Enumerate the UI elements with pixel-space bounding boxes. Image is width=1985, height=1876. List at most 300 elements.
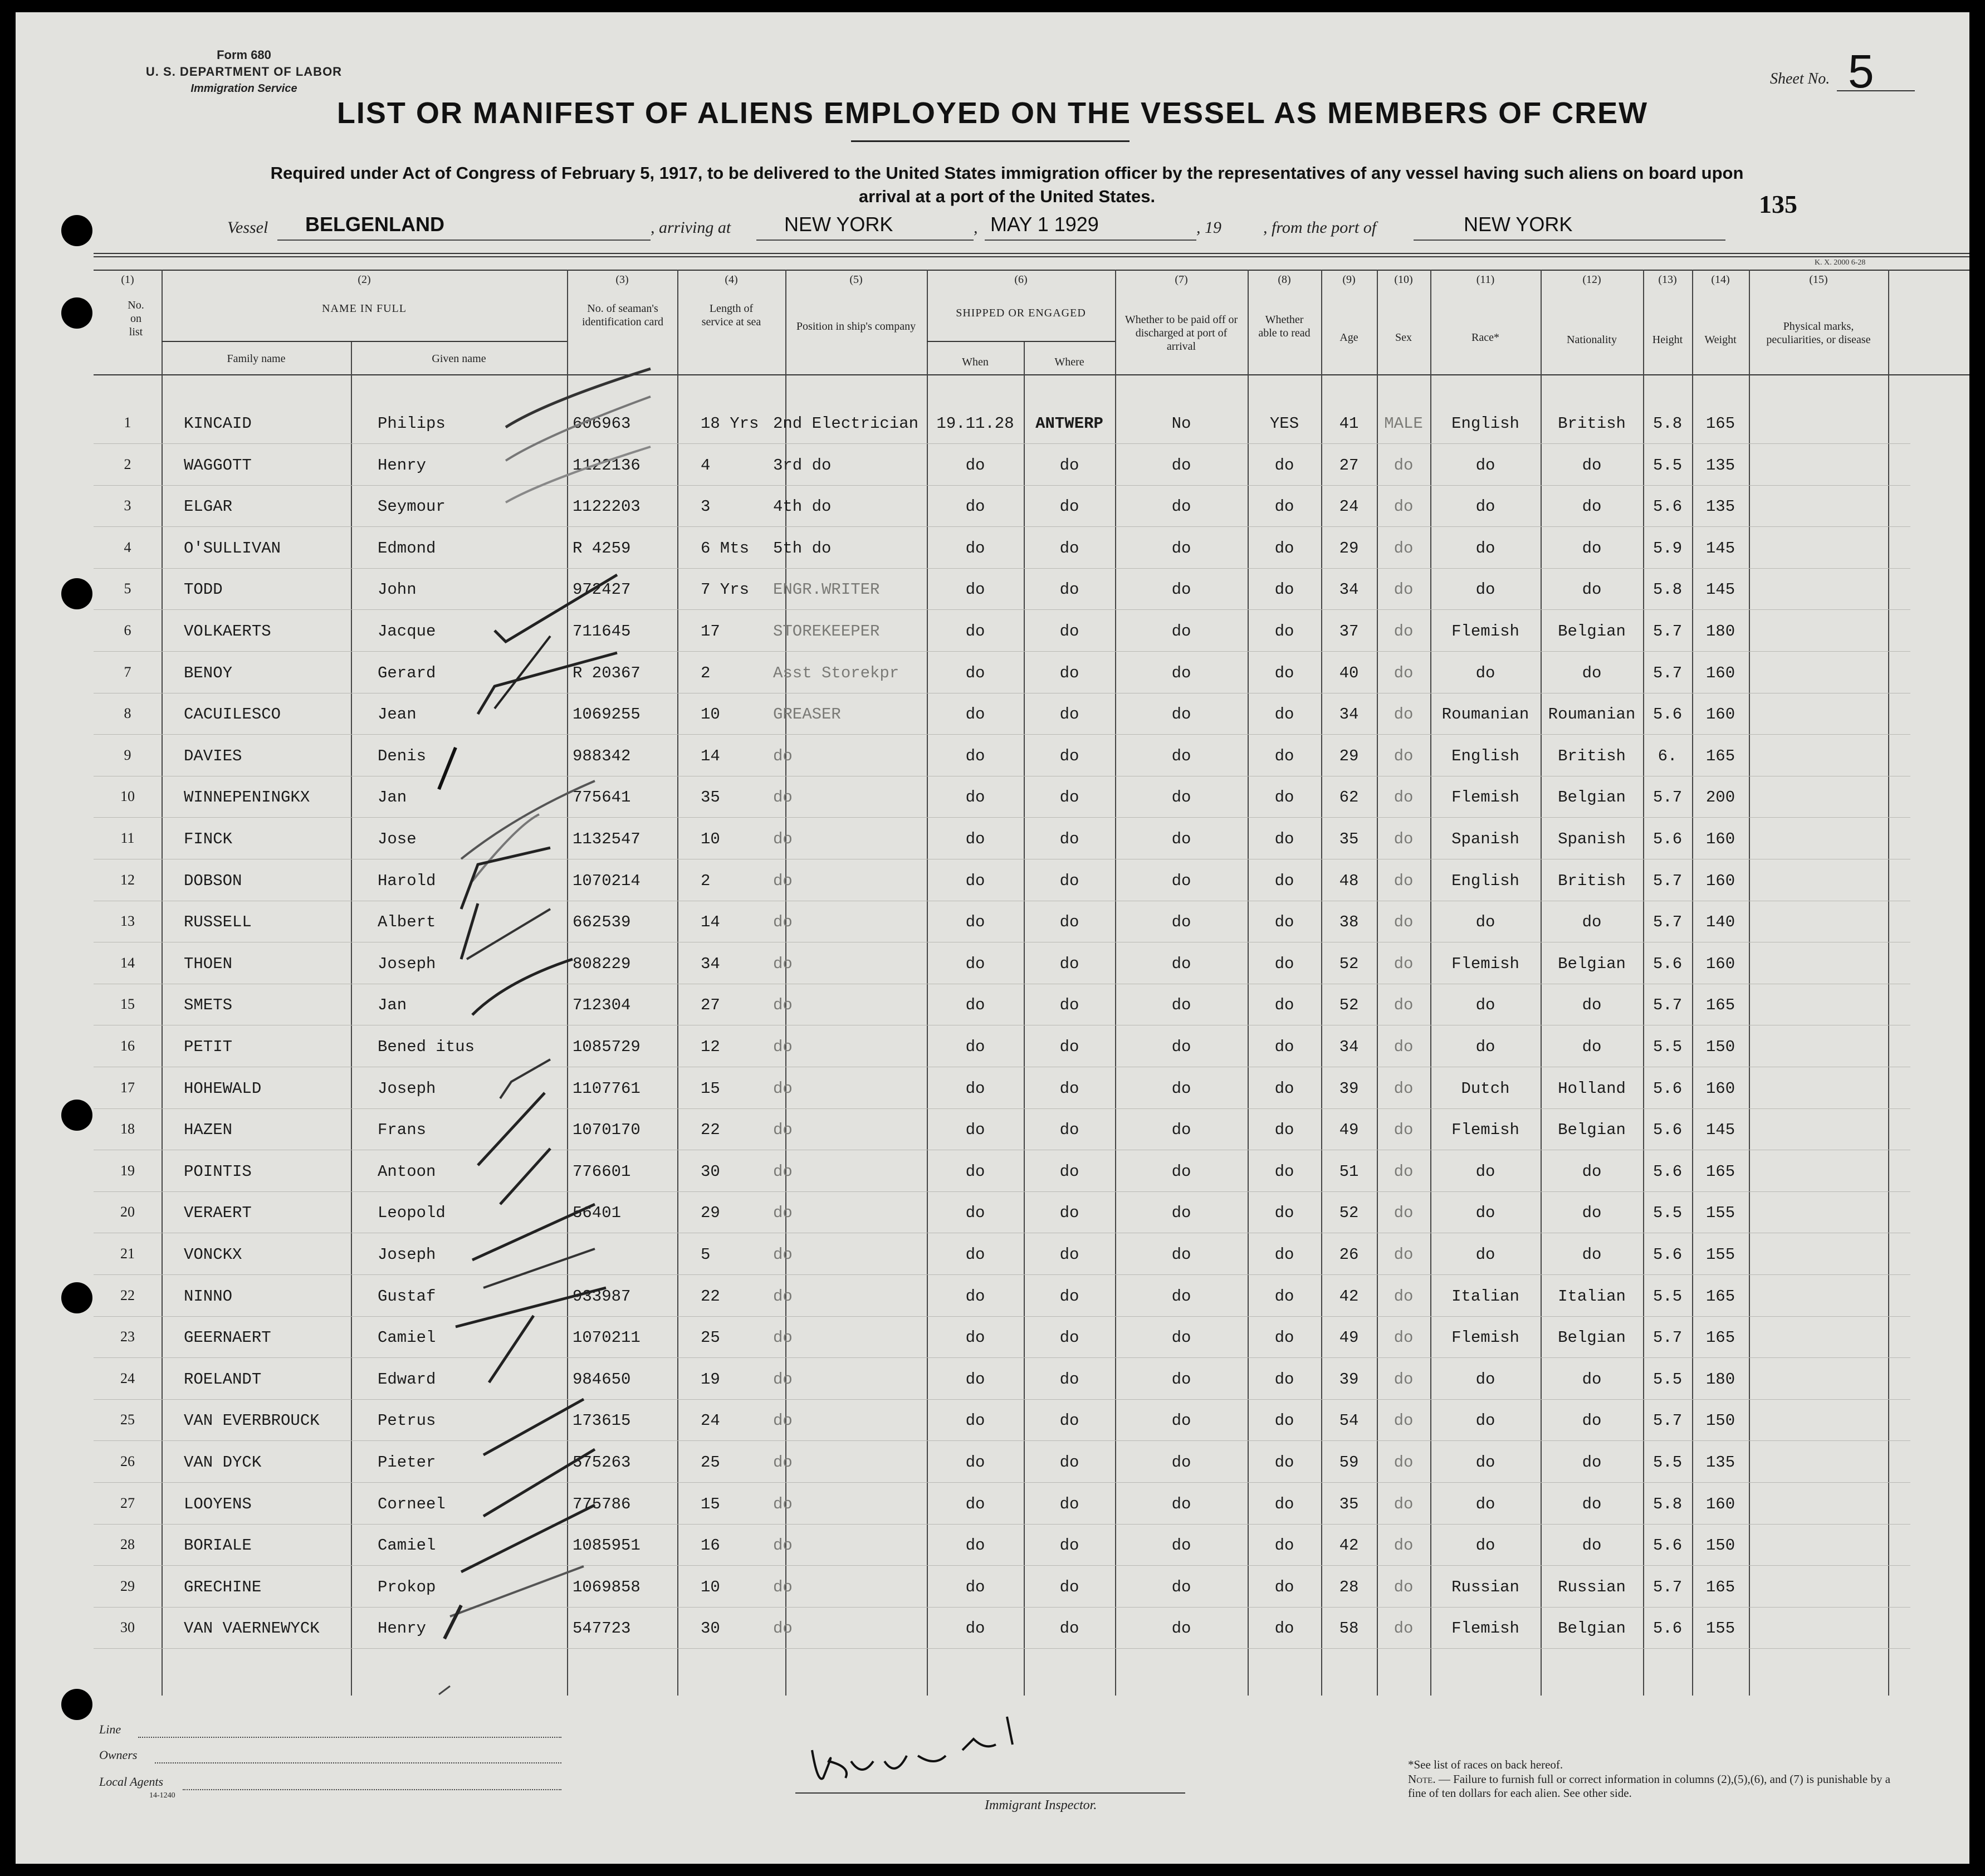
vessel-label: Vessel: [227, 218, 268, 237]
cell-race: do: [1475, 456, 1495, 475]
cell-age: 39: [1339, 1370, 1359, 1389]
cell-weight: 150: [1705, 1038, 1735, 1056]
cell-paid: do: [1171, 1370, 1191, 1389]
cell-weight: 160: [1705, 954, 1735, 973]
cell-when: do: [965, 996, 985, 1015]
cell-nat: Holland: [1558, 1079, 1626, 1098]
cell-when: do: [965, 1162, 985, 1181]
cell-no: 3: [124, 497, 131, 514]
cell-read: do: [1274, 1162, 1294, 1181]
check-mark: [489, 1316, 534, 1382]
cell-length: 15: [701, 1494, 720, 1513]
col-num-6: (6): [1014, 273, 1028, 286]
cell-age: 29: [1339, 539, 1359, 558]
cell-sex: do: [1394, 1577, 1414, 1596]
cell-given: Jacque: [378, 622, 436, 641]
cell-card: 775786: [573, 1494, 631, 1513]
cell-height: 5.7: [1652, 913, 1683, 932]
cell-family: THOEN: [184, 954, 233, 973]
cell-length: 25: [701, 1328, 720, 1347]
cell-when: do: [965, 913, 985, 932]
cell-family: ROELANDT: [184, 1370, 262, 1389]
cell-height: 5.6: [1652, 705, 1683, 724]
cell-card: 173615: [573, 1411, 631, 1430]
note-label: Note.: [1408, 1772, 1436, 1786]
cell-read: do: [1274, 1121, 1294, 1140]
cell-paid: do: [1171, 996, 1191, 1015]
cell-family: DOBSON: [184, 871, 242, 890]
footer-line-label: Line: [99, 1722, 121, 1736]
cell-sex: do: [1394, 954, 1414, 973]
cell-given: Prokop: [378, 1577, 436, 1596]
cell-where: do: [1059, 456, 1079, 475]
cell-sex: MALE: [1384, 414, 1423, 433]
cell-height: 5.5: [1652, 1038, 1683, 1056]
cell-given: Albert: [378, 913, 436, 932]
footer-line-rule: [138, 1737, 561, 1738]
cell-where: do: [1059, 913, 1079, 932]
cell-position: 4th do: [773, 497, 832, 516]
cell-age: 35: [1339, 830, 1359, 848]
cell-race: do: [1475, 913, 1495, 932]
cell-paid: do: [1171, 1453, 1191, 1472]
cell-when: do: [965, 456, 985, 475]
cell-read: do: [1274, 1453, 1294, 1472]
cell-given: Denis: [378, 746, 427, 765]
cell-weight: 135: [1705, 1453, 1735, 1472]
cell-family: HAZEN: [184, 1121, 233, 1140]
cell-paid: do: [1171, 1079, 1191, 1098]
cell-read: do: [1274, 1494, 1294, 1513]
cell-family: VOLKAERTS: [184, 622, 271, 641]
cell-nat: do: [1582, 456, 1602, 475]
cell-length: 2: [701, 871, 711, 890]
cell-weight: 165: [1705, 1287, 1735, 1306]
cell-when: do: [965, 1536, 985, 1555]
cell-height: 5.5: [1652, 456, 1683, 475]
arrival-date: MAY 1 1929: [990, 213, 1099, 236]
col-num-13: (13): [1658, 273, 1677, 286]
cell-card: 1070211: [573, 1328, 641, 1347]
cell-where: do: [1059, 996, 1079, 1015]
cell-when: do: [965, 622, 985, 641]
cell-race: Flemish: [1451, 1328, 1519, 1347]
cell-where: do: [1059, 705, 1079, 724]
cell-sex: do: [1394, 622, 1414, 641]
cell-paid: do: [1171, 1577, 1191, 1596]
cell-card: 1085729: [573, 1038, 641, 1056]
col-num-1: (1): [121, 273, 134, 286]
cell-card: 575263: [573, 1453, 631, 1472]
cell-family: RUSSELL: [184, 913, 252, 932]
cell-where: do: [1059, 1328, 1079, 1347]
cell-height: 5.6: [1652, 497, 1683, 516]
cell-when: do: [965, 1619, 985, 1638]
cell-height: 5.6: [1652, 1619, 1683, 1638]
cell-no: 2: [124, 456, 131, 472]
cell-age: 59: [1339, 1453, 1359, 1472]
cell-paid: No: [1171, 414, 1191, 433]
cell-paid: do: [1171, 622, 1191, 641]
cell-card: 547723: [573, 1619, 631, 1638]
cell-no: 25: [120, 1411, 135, 1428]
cell-given: Henry: [378, 1619, 427, 1638]
cell-family: TODD: [184, 580, 223, 599]
cell-age: 27: [1339, 456, 1359, 475]
cell-paid: do: [1171, 1619, 1191, 1638]
cell-weight: 160: [1705, 663, 1735, 682]
col-sex: Sex: [1395, 331, 1412, 344]
col-num-8: (8): [1278, 273, 1291, 286]
cell-length: 18 Yrs: [701, 414, 759, 433]
cell-card: 1122136: [573, 456, 641, 475]
cell-length: 16: [701, 1536, 720, 1555]
cell-height: 5.7: [1652, 622, 1683, 641]
cell-position: do: [773, 1079, 793, 1098]
cell-no: 6: [124, 622, 131, 638]
cell-given: Corneel: [378, 1494, 446, 1513]
cell-when: do: [965, 1038, 985, 1056]
cell-paid: do: [1171, 746, 1191, 765]
cell-length: 30: [701, 1162, 720, 1181]
cell-weight: 165: [1705, 1328, 1735, 1347]
cell-nat: Roumanian: [1548, 705, 1636, 724]
cell-no: 16: [120, 1038, 135, 1054]
cell-given: Joseph: [378, 1079, 436, 1098]
cell-paid: do: [1171, 1038, 1191, 1056]
form-number: Form 680: [217, 48, 271, 62]
col-when: When: [962, 356, 989, 368]
cell-read: do: [1274, 663, 1294, 682]
manifest-sheet: [16, 12, 1969, 1864]
check-mark: [506, 397, 651, 461]
inspector-check-marks: [16, 12, 1969, 1864]
inspector-signature-line: [795, 1792, 1185, 1794]
cell-height: 5.6: [1652, 1536, 1683, 1555]
cell-given: John: [378, 580, 417, 599]
cell-card: 1107761: [573, 1079, 641, 1098]
footer-agents-label: Local Agents: [99, 1775, 164, 1789]
cell-nat: Belgian: [1558, 1328, 1626, 1347]
check-mark: [467, 909, 550, 959]
cell-no: 7: [124, 663, 131, 680]
cell-card: 712304: [573, 996, 631, 1015]
cell-length: 19: [701, 1370, 720, 1389]
cell-no: 15: [120, 996, 135, 1013]
vessel-name: BELGENLAND: [305, 213, 444, 236]
cell-sex: do: [1394, 788, 1414, 807]
cell-age: 52: [1339, 954, 1359, 973]
cell-weight: 165: [1705, 1162, 1735, 1181]
cell-position: do: [773, 1577, 793, 1596]
cell-nat: do: [1582, 1536, 1602, 1555]
check-mark: [483, 1399, 584, 1455]
cell-age: 39: [1339, 1079, 1359, 1098]
cell-card: 1122203: [573, 497, 641, 516]
cell-paid: do: [1171, 1121, 1191, 1140]
cell-sex: do: [1394, 539, 1414, 558]
cell-weight: 165: [1705, 996, 1735, 1015]
cell-length: 22: [701, 1287, 720, 1306]
cell-no: 21: [120, 1245, 135, 1262]
cell-length: 30: [701, 1619, 720, 1638]
cell-height: 5.6: [1652, 1121, 1683, 1140]
cell-given: Henry: [378, 456, 427, 475]
cell-nat: do: [1582, 1370, 1602, 1389]
cell-position: do: [773, 1287, 793, 1306]
col-shipped-engaged: SHIPPED OR ENGAGED: [956, 307, 1086, 319]
cell-family: FINCK: [184, 830, 233, 848]
cell-sex: do: [1394, 663, 1414, 682]
arriving-label: , arriving at: [651, 218, 731, 237]
cell-read: do: [1274, 1370, 1294, 1389]
cell-race: do: [1475, 1494, 1495, 1513]
cell-sex: do: [1394, 456, 1414, 475]
cell-family: O'SULLIVAN: [184, 539, 281, 558]
cell-no: 30: [120, 1619, 135, 1636]
cell-given: Joseph: [378, 954, 436, 973]
cell-when: do: [965, 1411, 985, 1430]
inspector-label: Immigrant Inspector.: [985, 1798, 1097, 1813]
cell-nat: Belgian: [1558, 1619, 1626, 1638]
cell-where: do: [1059, 580, 1079, 599]
cell-nat: do: [1582, 1162, 1602, 1181]
cell-read: do: [1274, 1328, 1294, 1347]
cell-position: do: [773, 788, 793, 807]
check-mark: [472, 1204, 595, 1260]
col-height: Height: [1652, 334, 1683, 346]
cell-race: Flemish: [1451, 1619, 1519, 1638]
cell-race: Roumanian: [1441, 705, 1529, 724]
cell-where: do: [1059, 954, 1079, 973]
cell-height: 5.7: [1652, 871, 1683, 890]
cell-where: do: [1059, 1204, 1079, 1223]
cell-no: 18: [120, 1121, 135, 1137]
cell-paid: do: [1171, 830, 1191, 848]
cell-length: 4: [701, 456, 711, 475]
cell-where: do: [1059, 539, 1079, 558]
cell-paid: do: [1171, 1245, 1191, 1264]
cell-age: 42: [1339, 1287, 1359, 1306]
cell-weight: 150: [1705, 1536, 1735, 1555]
cell-card: R 20367: [573, 663, 641, 682]
cell-race: do: [1475, 539, 1495, 558]
cell-given: Leopold: [378, 1204, 446, 1223]
cell-length: 12: [701, 1038, 720, 1056]
cell-when: do: [965, 1453, 985, 1472]
cell-no: 26: [120, 1453, 135, 1469]
cell-age: 52: [1339, 1204, 1359, 1223]
cell-read: do: [1274, 788, 1294, 807]
cell-sex: do: [1394, 1245, 1414, 1264]
cell-race: Spanish: [1451, 830, 1519, 848]
cell-race: do: [1475, 1162, 1495, 1181]
cell-read: do: [1274, 954, 1294, 973]
cell-position: do: [773, 1204, 793, 1223]
cell-card: 808229: [573, 954, 631, 973]
cell-age: 24: [1339, 497, 1359, 516]
cell-race: Dutch: [1461, 1079, 1510, 1098]
cell-nat: do: [1582, 539, 1602, 558]
check-mark: [472, 959, 573, 1015]
cell-sex: do: [1394, 1162, 1414, 1181]
check-mark: [461, 1505, 595, 1572]
cell-no: 27: [120, 1494, 135, 1511]
cell-height: 5.5: [1652, 1287, 1683, 1306]
cell-sex: do: [1394, 1619, 1414, 1638]
cell-age: 34: [1339, 1038, 1359, 1056]
col-num-3: (3): [615, 273, 629, 286]
cell-read: do: [1274, 1079, 1294, 1098]
cell-card: 988342: [573, 746, 631, 765]
col-num-4: (4): [725, 273, 738, 286]
cell-length: 35: [701, 788, 720, 807]
cell-when: do: [965, 788, 985, 807]
cell-age: 29: [1339, 746, 1359, 765]
cell-sex: do: [1394, 746, 1414, 765]
cell-given: Edmond: [378, 539, 436, 558]
cell-weight: 200: [1705, 788, 1735, 807]
cell-length: 22: [701, 1121, 720, 1140]
cell-height: 5.5: [1652, 1204, 1683, 1223]
cell-family: WAGGOTT: [184, 456, 252, 475]
cell-when: do: [965, 746, 985, 765]
col-id-card: No. of seaman's identification card: [581, 302, 664, 328]
cell-length: 34: [701, 954, 720, 973]
col-position: Position in ship's company: [796, 320, 916, 333]
cell-height: 5.7: [1652, 1577, 1683, 1596]
cell-weight: 145: [1705, 580, 1735, 599]
cell-race: Russian: [1451, 1577, 1519, 1596]
from-label: , from the port of: [1263, 218, 1377, 237]
cell-height: 5.7: [1652, 996, 1683, 1015]
cell-height: 5.8: [1652, 414, 1683, 433]
cell-paid: do: [1171, 1162, 1191, 1181]
cell-given: Edward: [378, 1370, 436, 1389]
cell-height: 5.6: [1652, 830, 1683, 848]
cell-family: BENOY: [184, 663, 233, 682]
cell-when: do: [965, 1328, 985, 1347]
cell-when: do: [965, 1245, 985, 1264]
cell-weight: 165: [1705, 414, 1735, 433]
cell-weight: 145: [1705, 539, 1735, 558]
check-mark: [500, 1149, 550, 1204]
cell-height: 5.8: [1652, 1494, 1683, 1513]
page-title: LIST OR MANIFEST OF ALIENS EMPLOYED ON THE VESSEL AS MEMBERS OF CREW: [336, 96, 1649, 130]
cell-nat: do: [1582, 913, 1602, 932]
cell-no: 1: [124, 414, 131, 431]
cell-length: 25: [701, 1453, 720, 1472]
cell-sex: do: [1394, 1038, 1414, 1056]
cell-no: 20: [120, 1204, 135, 1220]
cell-nat: do: [1582, 1411, 1602, 1430]
cell-position: 2nd Electrician: [773, 414, 919, 433]
cell-nat: do: [1582, 1494, 1602, 1513]
cell-paid: do: [1171, 1494, 1191, 1513]
cell-sex: do: [1394, 580, 1414, 599]
col-num-14: (14): [1711, 273, 1730, 286]
cell-length: 2: [701, 663, 711, 682]
cell-age: 40: [1339, 663, 1359, 682]
footer-small-code: 14-1240: [149, 1791, 175, 1800]
cell-when: do: [965, 1204, 985, 1223]
cell-age: 58: [1339, 1619, 1359, 1638]
cell-weight: 155: [1705, 1619, 1735, 1638]
from-port: NEW YORK: [1464, 213, 1573, 236]
cell-sex: do: [1394, 1536, 1414, 1555]
cell-card: 56401: [573, 1204, 622, 1223]
col-race: Race*: [1471, 331, 1499, 344]
cell-length: 7 Yrs: [701, 580, 750, 599]
form-code: K. X. 2000 6-28: [1815, 258, 1866, 267]
cell-given: Jean: [378, 705, 417, 724]
col-physical-marks: Physical marks, peculiarities, or disease: [1766, 320, 1871, 346]
cell-read: do: [1274, 1038, 1294, 1056]
col-where: Where: [1054, 356, 1084, 368]
cell-where: do: [1059, 1619, 1079, 1638]
cell-position: do: [773, 1370, 793, 1389]
cell-race: do: [1475, 1536, 1495, 1555]
check-mark: [506, 447, 651, 502]
cell-position: do: [773, 954, 793, 973]
cell-nat: do: [1582, 1038, 1602, 1056]
cell-where: do: [1059, 830, 1079, 848]
cell-when: do: [965, 1494, 985, 1513]
cell-paid: do: [1171, 663, 1191, 682]
cell-no: 14: [120, 954, 135, 971]
col-name-in-full: NAME IN FULL: [322, 302, 407, 315]
cell-family: WINNEPENINGKX: [184, 788, 310, 807]
col-weight: Weight: [1704, 334, 1737, 346]
cell-position: do: [773, 913, 793, 932]
side-number: 135: [1759, 190, 1797, 218]
cell-given: Petrus: [378, 1411, 436, 1430]
cell-given: Jan: [378, 996, 407, 1015]
cell-height: 5.6: [1652, 1245, 1683, 1264]
cell-race: do: [1475, 1411, 1495, 1430]
cell-height: 5.6: [1652, 1162, 1683, 1181]
cell-nat: do: [1582, 1204, 1602, 1223]
check-mark: [439, 1686, 450, 1694]
cell-position: GREASER: [773, 705, 841, 724]
cell-read: do: [1274, 580, 1294, 599]
cell-given: Camiel: [378, 1328, 436, 1347]
cell-where: do: [1059, 1121, 1079, 1140]
cell-read: do: [1274, 1577, 1294, 1596]
check-mark: [444, 1605, 461, 1639]
col-age: Age: [1339, 331, 1358, 344]
cell-card: 606963: [573, 414, 631, 433]
cell-no: 24: [120, 1370, 135, 1386]
cell-family: DAVIES: [184, 746, 242, 765]
cell-weight: 150: [1705, 1411, 1735, 1430]
cell-sex: do: [1394, 913, 1414, 932]
cell-nat: Russian: [1558, 1577, 1626, 1596]
cell-when: do: [965, 1370, 985, 1389]
col-num-9: (9): [1342, 273, 1356, 286]
cell-height: 5.7: [1652, 1328, 1683, 1347]
cell-when: 19.11.28: [936, 414, 1014, 433]
col-num-7: (7): [1175, 273, 1188, 286]
cell-weight: 165: [1705, 1577, 1735, 1596]
cell-given: Bened itus: [378, 1038, 475, 1056]
cell-weight: 155: [1705, 1204, 1735, 1223]
cell-sex: do: [1394, 1494, 1414, 1513]
cell-sex: do: [1394, 1411, 1414, 1430]
cell-position: 5th do: [773, 539, 832, 558]
signature-scrawl: [812, 1717, 1013, 1779]
cell-read: do: [1274, 830, 1294, 848]
